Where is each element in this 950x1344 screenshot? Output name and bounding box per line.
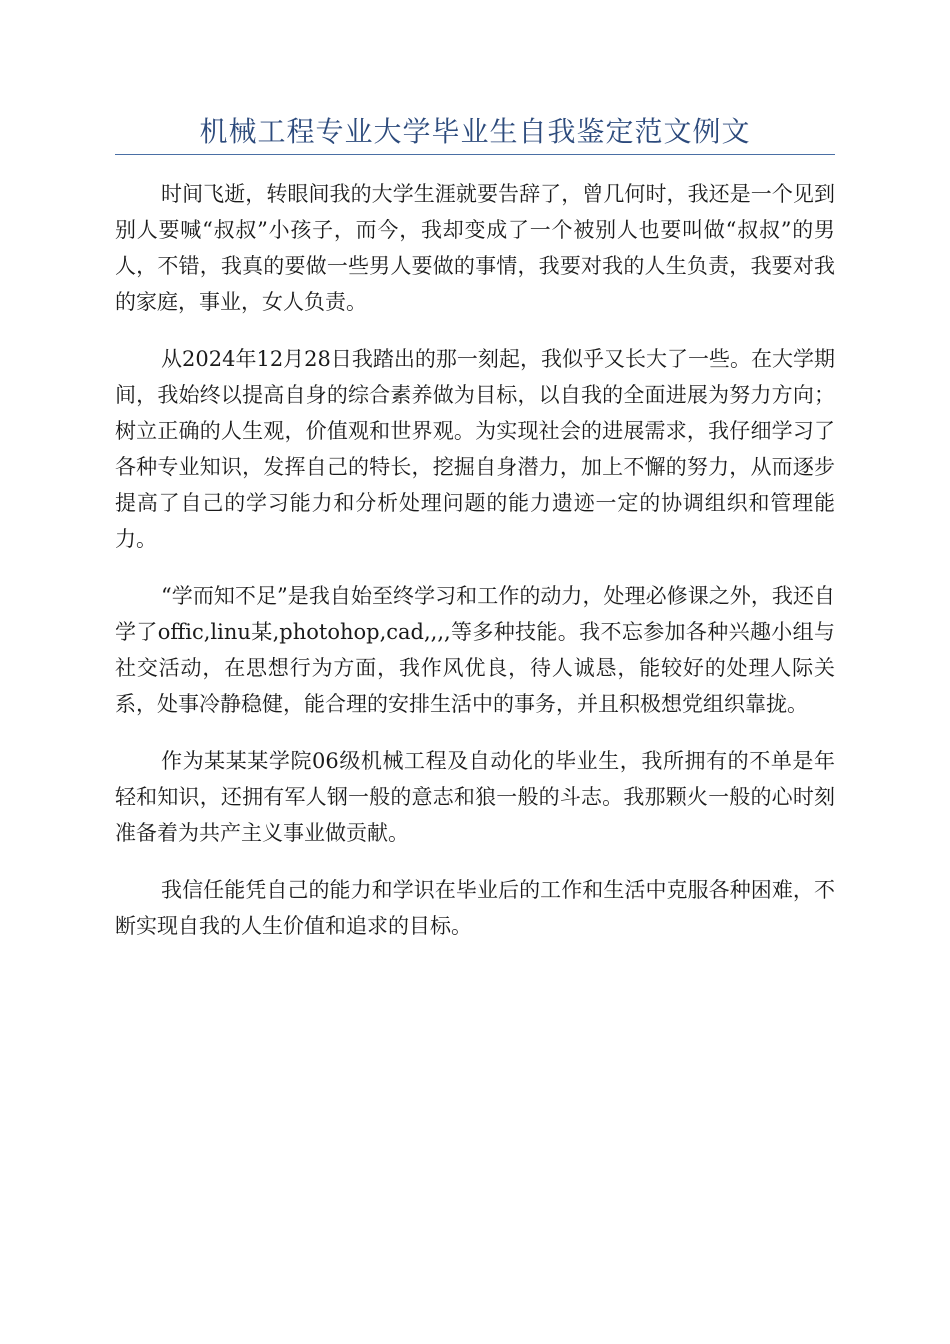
title-underline	[115, 154, 835, 155]
page-title: 机械工程专业大学毕业生自我鉴定范文例文	[199, 115, 751, 148]
paragraph-3: “学而知不足”是我自始至终学习和工作的动力，处理必修课之外，我还自学了offic,linu某,photohop,cad,,,,等多种技能。我不忘参加各种兴趣小组与社交活动，在思想行为方面，我作风优良，待人诚恳，能较好的处理人际关系，处事冷静稳健，能合理的安排生活中的事务，并且积极想党组织靠拢。	[115, 584, 835, 716]
paragraph-5: 我信任能凭自己的能力和学识在毕业后的工作和生活中克服各种困难，不断实现自我的人生价值和追求的目标。	[115, 878, 835, 938]
paragraph-4: 作为某某某学院06级机械工程及自动化的毕业生，我所拥有的不单是年轻和知识，还拥有军人钢一般的意志和狼一般的斗志。我那颗火一般的心时刻准备着为共产主义事业做贡献。	[115, 749, 835, 845]
document-body	[115, 176, 835, 965]
paragraph-2: 从2024年12月28日我踏出的那一刻起，我似乎又长大了一些。在大学期间，我始终以提高自身的综合素养做为目标，以自我的全面进展为努力方向；树立正确的人生观，价值观和世界观。为实现社会的进展需求，我仔细学习了各种专业知识，发挥自己的特长，挖掘自身潜力，加上不懈的努力，从而逐步提高了自己的学习能力和分析处理问题的能力遗迹一定的协调组织和管理能力。	[115, 347, 835, 551]
paragraph-1: 时间飞逝，转眼间我的大学生涯就要告辞了，曾几何时，我还是一个见到别人要喊“叔叔”小孩子，而今，我却变成了一个被别人也要叫做“叔叔”的男人，不错，我真的要做一些男人要做的事情，我要对我的人生负责，我要对我的家庭，事业，女人负责。	[115, 182, 835, 314]
